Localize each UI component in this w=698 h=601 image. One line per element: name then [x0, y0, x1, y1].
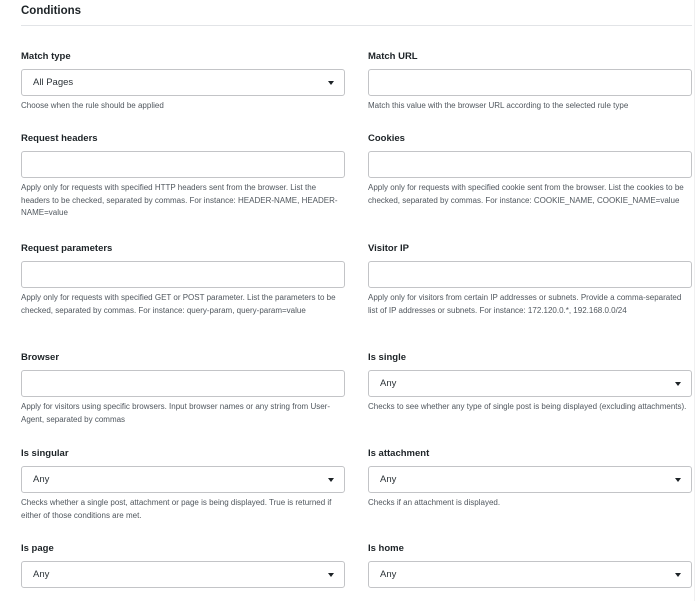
is-home-label: Is home	[368, 543, 404, 554]
caret-down-icon	[675, 478, 681, 482]
section-divider	[21, 25, 692, 26]
is-single-value: Any	[380, 378, 397, 389]
is-attachment-label: Is attachment	[368, 448, 430, 459]
cookies-help: Apply only for requests with specified cookie sent from the browser. List the cookies to be checked, separated by commas. For instance: COOKIE_NAME, COOKIE_NAME=value	[368, 183, 684, 205]
is-singular-help: Checks whether a single post, attachment or page is being displayed. True is returned if either of those conditions are met.	[21, 498, 332, 520]
match-type-label: Match type	[21, 51, 71, 62]
browser-field	[21, 352, 345, 426]
panel-right-edge	[694, 0, 695, 601]
is-singular-label: Is singular	[21, 448, 69, 459]
is-attachment-help: Checks if an attachment is displayed.	[368, 498, 501, 507]
is-attachment-select[interactable]	[368, 466, 692, 493]
is-single-field	[368, 352, 692, 414]
visitor-ip-field	[368, 243, 692, 317]
is-page-select[interactable]	[21, 561, 345, 588]
request-parameters-label: Request parameters	[21, 243, 113, 254]
request-headers-label: Request headers	[21, 133, 98, 144]
caret-down-icon	[328, 81, 334, 85]
visitor-ip-input[interactable]	[368, 261, 692, 288]
section-title: Conditions	[21, 5, 82, 17]
cookies-field	[368, 133, 692, 207]
visitor-ip-help: Apply only for visitors from certain IP addresses or subnets. Provide a comma-separated list of IP addresses or subnets. For instance: 172.120.0.*, 192.168.0.0/24	[368, 293, 682, 315]
match-type-select[interactable]	[21, 69, 345, 96]
is-single-help: Checks to see whether any type of single post is being displayed (excluding attachments).	[368, 402, 687, 411]
is-single-label: Is single	[368, 352, 407, 363]
request-headers-input[interactable]	[21, 151, 345, 178]
is-home-field	[368, 543, 692, 588]
match-url-input[interactable]	[368, 69, 692, 96]
is-single-select[interactable]	[368, 370, 692, 397]
caret-down-icon	[328, 573, 334, 577]
match-url-label: Match URL	[368, 51, 418, 62]
is-page-value: Any	[33, 569, 50, 580]
request-parameters-input[interactable]	[21, 261, 345, 288]
match-url-field	[368, 51, 692, 113]
is-page-label: Is page	[21, 543, 54, 554]
match-type-help: Choose when the rule should be applied	[21, 101, 164, 110]
visitor-ip-label: Visitor IP	[368, 243, 410, 254]
is-attachment-field	[368, 448, 692, 510]
match-url-help: Match this value with the browser URL according to the selected rule type	[368, 101, 629, 110]
request-parameters-field	[21, 243, 345, 317]
caret-down-icon	[328, 478, 334, 482]
browser-help: Apply for visitors using specific browsers. Input browser names or any string from User-Agent, separated by commas	[21, 402, 330, 424]
is-attachment-value: Any	[380, 474, 397, 485]
caret-down-icon	[675, 573, 681, 577]
browser-input[interactable]	[21, 370, 345, 397]
is-singular-field	[21, 448, 345, 522]
is-singular-select[interactable]	[21, 466, 345, 493]
cookies-label: Cookies	[368, 133, 405, 144]
is-home-value: Any	[380, 569, 397, 580]
request-parameters-help: Apply only for requests with specified GET or POST parameter. List the parameters to be checked, separated by commas. For instance: query-param, query-param=value	[21, 293, 336, 315]
is-page-field	[21, 543, 345, 588]
cookies-input[interactable]	[368, 151, 692, 178]
request-headers-field	[21, 133, 345, 220]
match-type-field	[21, 51, 345, 113]
is-singular-value: Any	[33, 474, 50, 485]
match-type-value: All Pages	[33, 77, 74, 88]
browser-label: Browser	[21, 352, 60, 363]
is-home-select[interactable]	[368, 561, 692, 588]
request-headers-help: Apply only for requests with specified HTTP headers sent from the browser. List the headers to be checked, separated by commas. For instance: HEADER-NAME, HEADER-NAME=value	[21, 183, 338, 217]
caret-down-icon	[675, 382, 681, 386]
